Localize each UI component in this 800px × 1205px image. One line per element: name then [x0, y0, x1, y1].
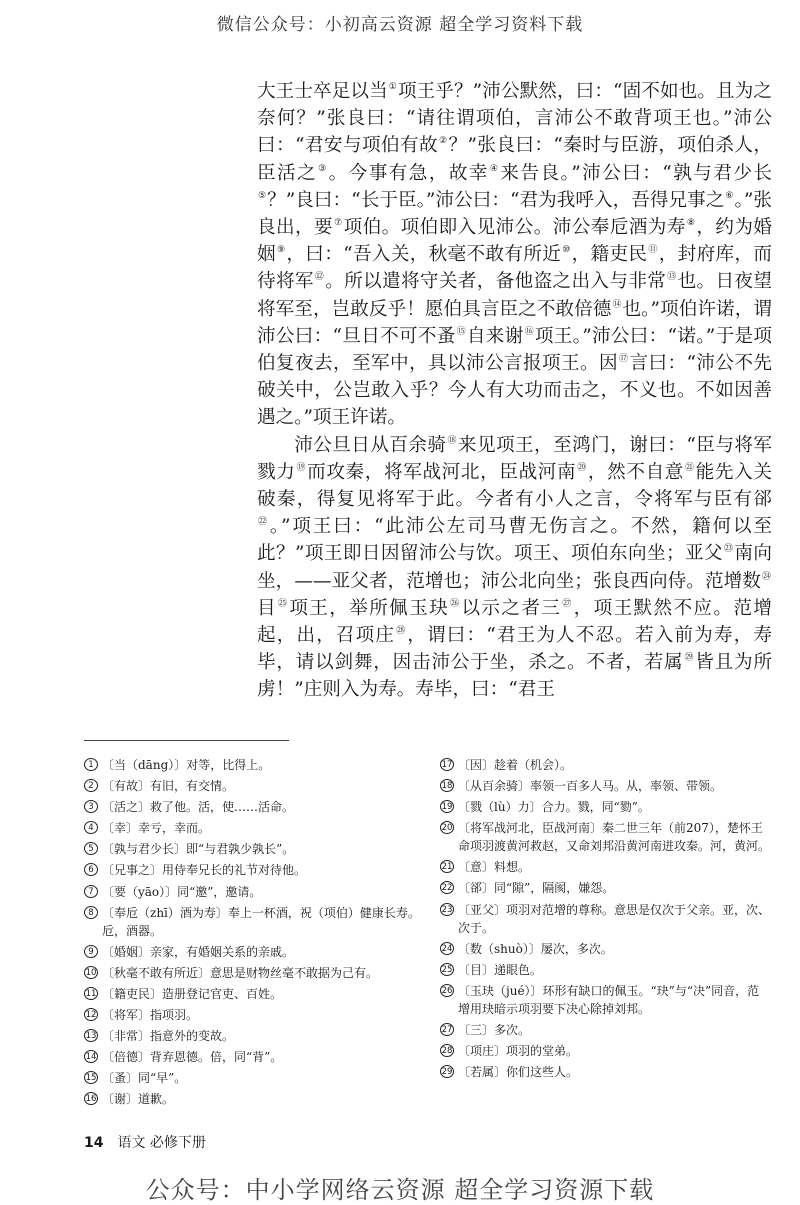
footnote-ref: ㉗	[562, 598, 573, 609]
page-number: 14	[84, 1135, 104, 1151]
footnote-ref: ④	[489, 163, 500, 174]
text-run: ，然不自意	[587, 461, 685, 483]
footnote-item	[84, 819, 420, 837]
footnote-ref: ⑱	[447, 435, 457, 446]
footnote-text: 〔孰与君少长〕即“与君孰少孰长”。	[102, 842, 295, 857]
text-run: 目	[257, 597, 277, 619]
text-run: 也。日夜望将军至，岂敢反乎！愿伯具言臣之不敢倍德	[257, 271, 772, 320]
footnote-text: 〔意〕料想。	[458, 860, 531, 875]
footnote-ref: ㉔	[761, 571, 771, 582]
footnote-number: 22	[441, 883, 453, 894]
footnote-text: 〔将军〕指项羽。	[102, 1008, 199, 1023]
footnote-number: 17	[441, 760, 453, 770]
footnote-item	[84, 756, 420, 774]
footnote-ref: ③	[318, 163, 328, 174]
footnote-item	[84, 964, 420, 982]
footnote-item	[440, 940, 770, 958]
footnote-text: 〔倍德〕背弃恩德。倍，同“背”。	[102, 1050, 283, 1065]
footnote-item	[84, 777, 420, 795]
text-run: ，籍吏民	[571, 244, 648, 266]
text-run: 也。”项伯许诺，谓沛公曰：“旦日不可不蚤	[257, 298, 772, 347]
footnote-item	[440, 798, 770, 816]
footnote-text: 〔若属〕你们这些人。	[458, 1065, 579, 1080]
footnote-ref: ①	[388, 82, 397, 92]
footnote-number: 28	[441, 1046, 453, 1057]
footnote-number: 11	[85, 988, 97, 999]
text-run: 南向坐，——亚父者，范增也；沛公北向坐；张良西向侍。范增数	[257, 543, 772, 592]
footnote-ref: ⑰	[619, 354, 629, 365]
footnote-number: 13	[85, 1031, 97, 1042]
text-run: ？”张良曰：“秦时与臣游，项伯杀人，臣活之	[257, 135, 772, 184]
footnote-text: 〔戮（lù）力〕合力。戮，同“勠”。	[458, 800, 650, 815]
footnote-text: 〔亚父〕项羽对范增的尊称。意思是仅次于父亲。亚，次、次于。	[458, 902, 771, 935]
text-run: 项王乎？”沛公默然，曰：“固不如也。且为之奈何？”张良曰：“请往谓项伯，言沛公不敢背项王也。”沛公曰：“君安与项伯有故	[257, 81, 772, 157]
footnote-text: 〔奉卮（zhī）酒为寿〕奉上一杯酒，祝（项伯）健康长寿。卮，酒器。	[102, 905, 420, 938]
footnote-number: 21	[441, 862, 453, 873]
footnote-text: 〔要（yāo）〕同“邀”，邀请。	[102, 884, 262, 899]
footnote-text: 〔从百余骑〕率领一百多人马。从，率领、带领。	[458, 779, 723, 794]
footnote-item	[440, 879, 770, 897]
footnote-item	[84, 1006, 420, 1024]
footnote-text: 〔活之〕救了他。活，使……活命。	[102, 800, 295, 815]
footnote-item	[84, 1048, 420, 1066]
footnote-number: 16	[85, 1094, 97, 1105]
footnote-ref: ⑳	[577, 462, 587, 473]
text-run: ，谓曰：“君王为人不忍。若入前为寿，寿毕，请以剑舞，因击沛公于坐，杀之。不者，若属	[257, 625, 772, 674]
footnote-item	[84, 985, 420, 1003]
text-run: 。”张良出，要	[257, 189, 772, 239]
footnote-ref: ㉙	[684, 653, 695, 664]
footnotes-left-column	[84, 756, 420, 1112]
footnote-ref: ⑥	[725, 190, 734, 201]
footnote-ref: ㉓	[723, 544, 734, 555]
footnote-text: 〔玉玦（jué）〕环形有缺口的佩玉。“玦”与“决”同音，范增用玦暗示项羽要下决心除掉刘邦。	[458, 983, 760, 1016]
footnote-text: 〔有故〕有旧，有交情。	[102, 779, 235, 794]
footnote-number: 5	[84, 842, 98, 855]
footnote-text: 〔数（shuò）〕屡次，多次。	[458, 941, 613, 956]
text-run: 项王，举所佩玉玦	[289, 597, 450, 619]
footnote-ref: ㉘	[396, 626, 407, 637]
text-run: ，封府库，而待将军	[257, 244, 772, 293]
text-run: ，项王默然不应。范增起，出，召项庄	[257, 597, 772, 647]
footnote-item	[440, 982, 770, 1018]
main-text	[257, 78, 772, 704]
footnote-ref: ⑤	[258, 190, 267, 201]
footnote-text: 〔郤〕同“隙”，隔阂，嫌怨。	[458, 881, 615, 896]
footnote-number: 24	[441, 943, 453, 954]
header-watermark: 微信公众号：小初高云资源 超全学习资料下载	[216, 15, 584, 35]
footnote-divider	[84, 740, 289, 741]
text-paragraph	[257, 432, 772, 704]
footnote-ref: ⑫	[314, 272, 325, 283]
footnote-ref: ⑪	[648, 245, 658, 256]
footnote-text: 〔籍吏民〕造册登记官吏、百姓。	[102, 986, 283, 1001]
footnote-ref: ㉖	[450, 598, 461, 609]
footnote-ref: ⑨	[276, 245, 286, 256]
text-run: ，约为婚姻	[257, 217, 772, 266]
footnote-item	[440, 777, 770, 795]
text-run: 。”项王曰：“此沛公左司马曹无伤言之。不然，籍何以至此？”项王即日因留沛公与饮。项王、项伯东向坐；亚父	[257, 516, 772, 565]
footnote-number: 3	[84, 800, 98, 813]
footnote-ref: ㉑	[685, 462, 695, 473]
footnote-text: 〔谢〕道歉。	[102, 1092, 175, 1107]
footnote-number: 14	[85, 1052, 97, 1063]
footnote-ref: ㉒	[258, 517, 269, 528]
footnote-number: 12	[85, 1010, 97, 1021]
text-run: ，曰：“吾入关，秋毫不敢有所近	[286, 244, 562, 266]
text-run: 。所以遣将守关者，备他盗之出入与非常	[325, 271, 667, 293]
text-run: 来见项王，至鸿门，谢曰：“臣与将军戮力	[257, 434, 772, 483]
footnotes-right-column	[440, 756, 770, 1084]
footnote-number: 29	[441, 1067, 453, 1078]
footnote-text: 〔幸〕幸亏，幸而。	[102, 821, 211, 836]
bottom-watermark: 公众号：中小学网络云资源 超全学习资源下载	[145, 1176, 655, 1204]
footnote-ref: ⑦	[334, 218, 343, 229]
footnote-text: 〔兄事之〕用侍奉兄长的礼节对待他。	[102, 863, 307, 878]
footnote-text: 〔秋毫不敢有所近〕意思是财物丝毫不敢据为己有。	[102, 965, 379, 980]
footnote-ref: ⑧	[686, 218, 696, 229]
footnote-text: 〔当（dāng）〕对等，比得上。	[102, 758, 271, 772]
footnote-item	[440, 1042, 770, 1060]
footnote-number: 1	[84, 758, 98, 771]
footnote-item	[440, 961, 770, 979]
footnote-number: 2	[84, 779, 98, 792]
footnote-number: 18	[441, 781, 453, 792]
footnote-item	[84, 904, 420, 940]
text-paragraph	[257, 78, 772, 432]
text-run: 项王。”沛公曰：“诺。”于是项伯复夜去，至军中，具以沛公言报项王。因	[257, 325, 772, 375]
footnote-number: 6	[84, 863, 98, 876]
text-run: 皆且为所虏！”庄则入为寿。寿毕，曰：“君王	[257, 652, 772, 701]
footnote-ref: ②	[438, 136, 448, 147]
text-run: 自来谢	[466, 325, 524, 347]
footnote-ref: ⑮	[456, 326, 466, 337]
footnote-item	[440, 858, 770, 876]
text-run: 言曰：“沛公不先破关中，公岂敢入乎？今人有大功而击之，不义也。不如因善遇之。”项王许诺。	[257, 353, 772, 429]
footnote-item	[84, 861, 420, 879]
footnote-item	[440, 819, 770, 855]
footnote-ref: ⑭	[612, 299, 622, 310]
text-run: 以示之者三	[461, 597, 562, 619]
footnote-number: 4	[84, 821, 98, 834]
footnote-number: 23	[441, 904, 453, 915]
footnote-ref: ⑬	[667, 272, 677, 283]
footnote-number: 25	[441, 964, 453, 975]
footnote-ref: ㉕	[277, 598, 289, 609]
footnote-number: 9	[84, 945, 98, 958]
footnote-ref: ⑯	[524, 326, 534, 337]
footnote-text: 〔非常〕指意外的变故。	[102, 1029, 235, 1044]
footnote-ref: ⑩	[562, 245, 571, 256]
footnote-item	[84, 1069, 420, 1087]
footnote-item	[84, 1027, 420, 1045]
book-title: 语文 必修下册	[117, 1135, 206, 1151]
footnote-text: 〔项庄〕项羽的堂弟。	[458, 1044, 579, 1059]
footnote-text: 〔三〕多次。	[458, 1022, 531, 1037]
footnote-number: 15	[85, 1073, 97, 1084]
text-run: 能先入关破秦，得复见将军于此。今者有小人之言，令将军与臣有郤	[257, 461, 772, 511]
footnote-item	[440, 1063, 770, 1081]
footnote-number: 19	[441, 802, 453, 813]
footnote-text: 〔蚤〕同“早”。	[102, 1071, 187, 1086]
footnote-item	[84, 1090, 420, 1108]
footnote-item	[440, 1021, 770, 1039]
footnote-number: 20	[441, 823, 453, 834]
text-run: 而攻秦，将军战河北，臣战河南	[307, 461, 577, 483]
text-run: 。今事有急，故幸	[328, 162, 489, 184]
footnote-number: 27	[441, 1024, 453, 1035]
footnote-text: 〔婚姻〕亲家，有婚姻关系的亲戚。	[102, 944, 295, 959]
text-run: ？”良曰：“长于臣。”沛公曰：“君为我呼入，吾得兄事之	[267, 189, 725, 211]
footnote-number: 7	[84, 885, 98, 898]
text-run: 项伯。项伯即入见沛公。沛公奉卮酒为寿	[343, 217, 686, 239]
text-run: 大王士卒足以当	[257, 81, 388, 102]
footnote-item	[84, 840, 420, 858]
page-footer	[84, 1132, 206, 1152]
footnote-text: 〔因〕趁着（机会）。	[458, 758, 573, 772]
footnote-item	[84, 883, 420, 901]
footnote-number: 8	[84, 906, 98, 919]
footnote-item	[440, 901, 770, 937]
text-run: 来告良。”沛公曰：“孰与君少长	[500, 162, 772, 184]
footnote-text: 〔将军战河北，臣战河南〕秦二世三年（前207），楚怀王命项羽渡黄河救赵，又命刘邦沿黄河南进攻秦。河，黄河。	[458, 821, 771, 854]
footnote-number: 26	[441, 985, 453, 996]
footnote-item	[440, 756, 770, 774]
text-run: 沛公旦日从百余骑	[294, 434, 447, 456]
footnote-number: 10	[85, 967, 97, 978]
footnote-text: 〔目〕递眼色。	[458, 962, 543, 977]
footnote-ref: ⑲	[296, 462, 307, 473]
footnote-item	[84, 798, 420, 816]
footnote-item	[84, 943, 420, 961]
